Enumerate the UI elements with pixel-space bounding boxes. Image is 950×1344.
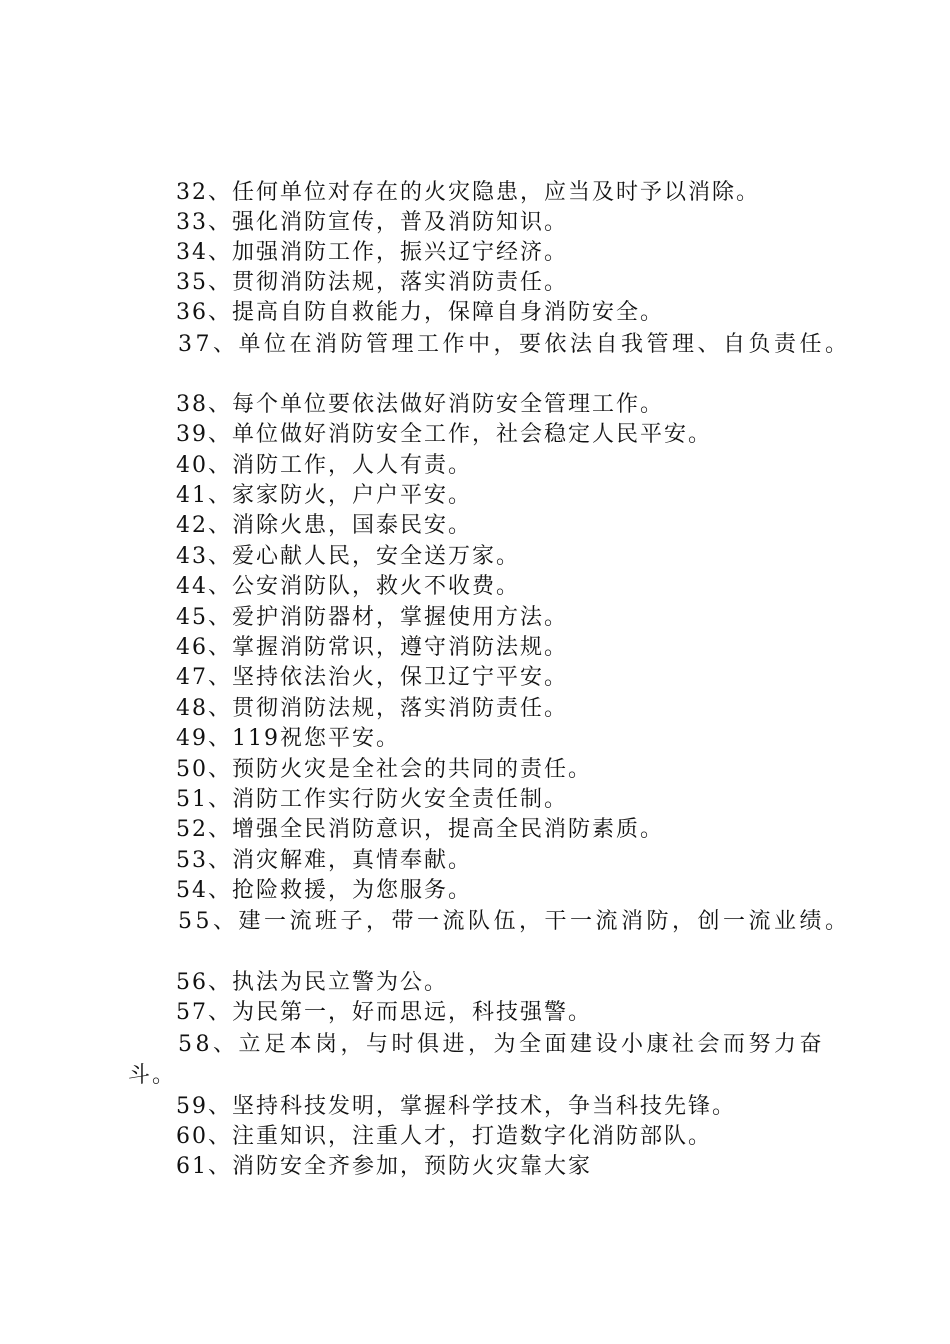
slogan-61: 61、消防安全齐参加，预防火灾靠大家 <box>176 1154 592 1179</box>
slogan-51: 51、消防工作实行防火安全责任制。 <box>176 787 568 812</box>
slogan-52: 52、增强全民消防意识，提高全民消防素质。 <box>176 817 664 842</box>
slogan-43: 43、爱心献人民，安全送万家。 <box>176 544 520 569</box>
slogan-56: 56、执法为民立警为公。 <box>176 970 448 995</box>
slogan-40: 40、消防工作，人人有责。 <box>176 453 472 478</box>
slogan-38: 38、每个单位要依法做好消防安全管理工作。 <box>176 392 664 417</box>
slogan-33: 33、强化消防宣传，普及消防知识。 <box>176 210 568 235</box>
slogan-53: 53、消灾解难，真情奉献。 <box>176 848 472 873</box>
slogan-34: 34、加强消防工作，振兴辽宁经济。 <box>176 240 568 265</box>
slogan-59: 59、坚持科技发明，掌握科学技术，争当科技先锋。 <box>176 1094 736 1119</box>
slogan-54: 54、抢险救援，为您服务。 <box>176 878 472 903</box>
slogan-44: 44、公安消防队，救火不收费。 <box>176 574 520 599</box>
slogan-48: 48、贯彻消防法规，落实消防责任。 <box>176 696 568 721</box>
slogan-41: 41、家家防火，户户平安。 <box>176 483 472 508</box>
slogan-36: 36、提高自防自救能力，保障自身消防安全。 <box>176 300 664 325</box>
slogan-32: 32、任何单位对存在的火灾隐患，应当及时予以消除。 <box>176 180 760 205</box>
slogan-47: 47、坚持依法治火，保卫辽宁平安。 <box>176 665 568 690</box>
slogan-49: 49、119祝您平安。 <box>176 726 400 751</box>
slogan-50: 50、预防火灾是全社会的共同的责任。 <box>176 757 592 782</box>
slogan-39: 39、单位做好消防安全工作，社会稳定人民平安。 <box>176 422 712 447</box>
slogan-57: 57、为民第一，好而思远，科技强警。 <box>176 1000 592 1025</box>
slogan-42: 42、消除火患，国泰民安。 <box>176 513 472 538</box>
slogan-58-continuation: 斗。 <box>128 1063 177 1088</box>
slogan-46: 46、掌握消防常识，遵守消防法规。 <box>176 635 568 660</box>
slogan-37: 37、单位在消防管理工作中，要依法自我管理、自负责任。 <box>178 332 851 357</box>
slogan-45: 45、爱护消防器材，掌握使用方法。 <box>176 605 568 630</box>
slogan-60: 60、注重知识，注重人才，打造数字化消防部队。 <box>176 1124 712 1149</box>
slogan-58: 58、立足本岗，与时俱进，为全面建设小康社会而努力奋 <box>178 1032 825 1057</box>
slogan-55: 55、建一流班子，带一流队伍，干一流消防，创一流业绩。 <box>178 909 851 934</box>
slogan-35: 35、贯彻消防法规，落实消防责任。 <box>176 270 568 295</box>
